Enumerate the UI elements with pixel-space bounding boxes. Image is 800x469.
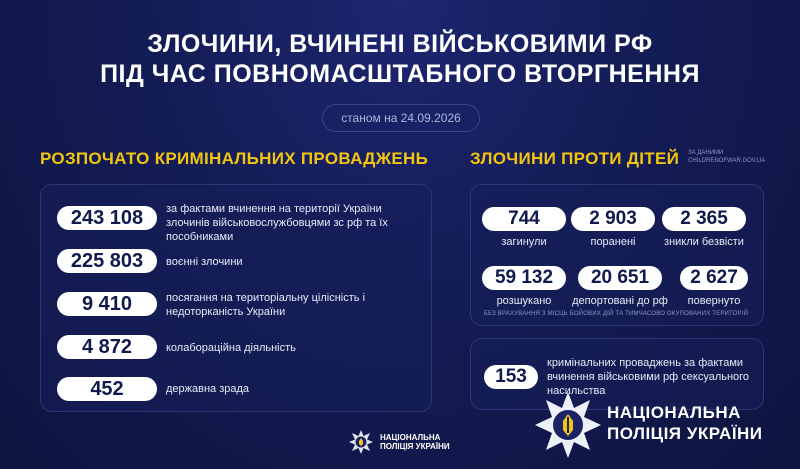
children-found-value: 59 132 [482,266,566,290]
children-deported-label: депортовані до рф [572,295,668,307]
children-killed-value: 744 [482,207,566,231]
children-injured-label: поранені [590,236,636,248]
title-line-2: ПІД ЧАС ПОВНОМАСШТАБНОГО ВТОРГНЕННЯ [100,60,700,88]
proceedings-label-2: воєнні злочини [166,256,243,268]
children-deported-value: 20 651 [578,266,662,290]
police-star-emblem-large-icon [533,390,603,460]
children-missing-value: 2 365 [662,207,746,231]
children-missing-label: зникли безвісти [664,236,744,248]
sexual-violence-label: кримінальних проваджень за фактами вчинення військовими рф сексуального насильства [547,357,750,397]
police-logo-large-text [607,402,763,444]
title-line-1: ЗЛОЧИНИ, ВЧИНЕНІ ВІЙСЬКОВИМИ РФ [147,30,653,58]
children-killed-label: загинули [501,236,547,248]
police-logo-large-line-1: НАЦІОНАЛЬНА [607,403,741,422]
police-star-emblem-small-icon [348,429,374,455]
children-returned-value: 2 627 [680,266,748,290]
date-badge: станом на 24.09.2026 [322,104,480,132]
proceedings-label-5: державна зрада [166,383,250,395]
proceedings-value-5: 452 [57,377,157,401]
police-logo-large-line-2: ПОЛІЦІЯ УКРАЇНИ [607,424,763,443]
source-line-2: CHILDRENOFWAR.GOV.UA [688,158,766,164]
proceedings-label-1: за фактами вчинення на території України злочинів військовослужбовцями зс рф та їх пособниками [166,203,388,243]
children-footnote: БЕЗ ВРАХУВАННЯ З МІСЦЬ БОЙОВИХ ДІЙ ТА ТИМЧАСОВО ОКУПОВАНИХ ТЕРИТОРІЙ [483,311,749,317]
proceedings-value-2: 225 803 [57,249,157,273]
sexual-violence-value: 153 [484,365,538,389]
proceedings-label-3: посягання на територіальну цілісність і недоторканість України [166,292,366,318]
proceedings-value-1: 243 108 [57,206,157,230]
source-line-1: ЗА ДАНИМИ [688,150,724,156]
proceedings-title: РОЗПОЧАТО КРИМІНАЛЬНИХ ПРОВАДЖЕНЬ [40,149,429,168]
children-injured-value: 2 903 [571,207,655,231]
proceedings-label-4: колабораційна діяльність [166,342,296,354]
police-logo-small-line-1: НАЦІОНАЛЬНА [380,433,441,442]
police-logo-small-text [380,433,450,451]
children-title: ЗЛОЧИНИ ПРОТИ ДІТЕЙ [470,149,680,168]
children-found-label: розшукано [496,295,552,307]
proceedings-value-3: 9 410 [57,292,157,316]
proceedings-value-4: 4 872 [57,335,157,359]
source-note [688,149,765,165]
children-returned-label: повернуто [687,295,741,307]
police-logo-small-line-2: ПОЛІЦІЯ УКРАЇНИ [380,442,450,451]
